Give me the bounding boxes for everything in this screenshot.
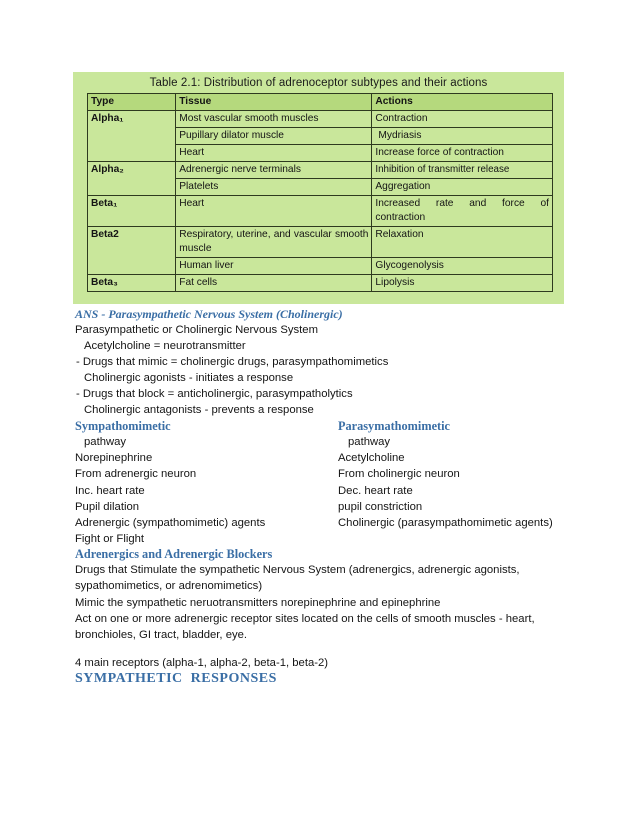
action-cell: Glycogenolysis	[372, 258, 553, 275]
table-row	[88, 162, 553, 179]
type-cell: Alpha₂	[88, 162, 176, 196]
compare-left-item: Adrenergic (sympathomimetic) agents	[75, 517, 266, 529]
tissue-cell: Pupillary dilator muscle	[176, 128, 372, 145]
adrenoceptor-table	[87, 93, 553, 292]
compare-left-item: Norepinephrine	[75, 452, 153, 464]
blockers-line: Act on one or more adrenergic receptor sites located on the cells of smooth muscles - heart,	[75, 613, 535, 625]
tissue-cell: Adrenergic nerve terminals	[176, 162, 372, 179]
header-tissue: Tissue	[176, 94, 372, 111]
tissue-cell: Heart	[176, 145, 372, 162]
table-row	[88, 196, 553, 227]
blockers-line: Drugs that Stimulate the sympathetic Nervous System (adrenergics, adrenergic agonists,	[75, 564, 520, 576]
blockers-line: sypathomimetics, or adrenomimetics)	[75, 580, 263, 592]
tissue-cell: Fat cells	[176, 275, 372, 292]
compare-left-item: pathway	[84, 436, 127, 448]
compare-right-item: Acetylcholine	[338, 452, 405, 464]
table-header-row	[88, 94, 553, 111]
para-line: Acetylcholine = neurotransmitter	[84, 340, 246, 352]
action-cell: Lipolysis	[372, 275, 553, 292]
compare-left-item: Inc. heart rate	[75, 485, 145, 497]
para-line: Parasympathetic or Cholinergic Nervous System	[75, 324, 318, 336]
sympathetic-responses-heading: SYMPATHETIC RESPONSES	[75, 671, 277, 686]
compare-right-item: pupil constriction	[338, 501, 423, 513]
blockers-line: Mimic the sympathetic neruotransmitters norepinephrine and epinephrine	[75, 597, 441, 609]
tissue-cell: Most vascular smooth muscles	[176, 111, 372, 128]
header-actions: Actions	[372, 94, 553, 111]
ans-heading: ANS - Parasympathetic Nervous System (Cholinergic)	[75, 307, 343, 321]
type-cell: Alpha₁	[88, 111, 176, 162]
tissue-cell: Respiratory, uterine, and vascular smooth muscle	[176, 227, 372, 258]
action-cell: Relaxation	[372, 227, 553, 258]
compare-left-item: Pupil dilation	[75, 501, 140, 513]
table-row	[88, 111, 553, 128]
compare-right-item: Dec. heart rate	[338, 485, 413, 497]
action-cell: Increase force of contraction	[372, 145, 553, 162]
para-line: Cholinergic agonists - initiates a response	[84, 372, 294, 384]
blockers-heading: Adrenergics and Adrenergic Blockers	[75, 547, 273, 561]
compare-left-item: Fight or Flight	[75, 533, 145, 545]
table-row	[88, 227, 553, 258]
type-cell: Beta₁	[88, 196, 176, 227]
type-cell: Beta2	[88, 227, 176, 275]
action-cell: Increased rate and force of contraction	[372, 196, 553, 227]
para-line: Cholinergic antagonists - prevents a response	[84, 404, 314, 416]
receptors-line: 4 main receptors (alpha-1, alpha-2, beta-1, beta-2)	[75, 657, 329, 669]
compare-right-item: From cholinergic neuron	[338, 468, 460, 480]
para-line: - Drugs that mimic = cholinergic drugs, parasympathomimetics	[76, 356, 389, 368]
compare-right-item: Cholinergic (parasympathomimetic agents)	[338, 517, 553, 529]
tissue-cell: Platelets	[176, 179, 372, 196]
action-cell: Inhibition of transmitter release	[372, 162, 553, 179]
parasympathomimetic-heading: Parasymathomimetic	[338, 419, 451, 433]
para-line: - Drugs that block = anticholinergic, parasympatholytics	[76, 388, 353, 400]
tissue-cell: Heart	[176, 196, 372, 227]
action-cell: Contraction	[372, 111, 553, 128]
action-cell: Aggregation	[372, 179, 553, 196]
action-cell: Mydriasis	[372, 128, 553, 145]
compare-left-item: From adrenergic neuron	[75, 468, 197, 480]
tissue-cell: Human liver	[176, 258, 372, 275]
header-type: Type	[88, 94, 176, 111]
blockers-line: bronchioles, GI tract, bladder, eye.	[75, 629, 248, 641]
table-row	[88, 275, 553, 292]
type-cell: Beta₃	[88, 275, 176, 292]
adrenoceptor-table-image	[73, 72, 564, 304]
sympathomimetic-heading: Sympathomimetic	[75, 419, 171, 433]
compare-right-item: pathway	[348, 436, 391, 448]
table-caption: Table 2.1: Distribution of adrenoceptor subtypes and their actions	[149, 77, 488, 89]
